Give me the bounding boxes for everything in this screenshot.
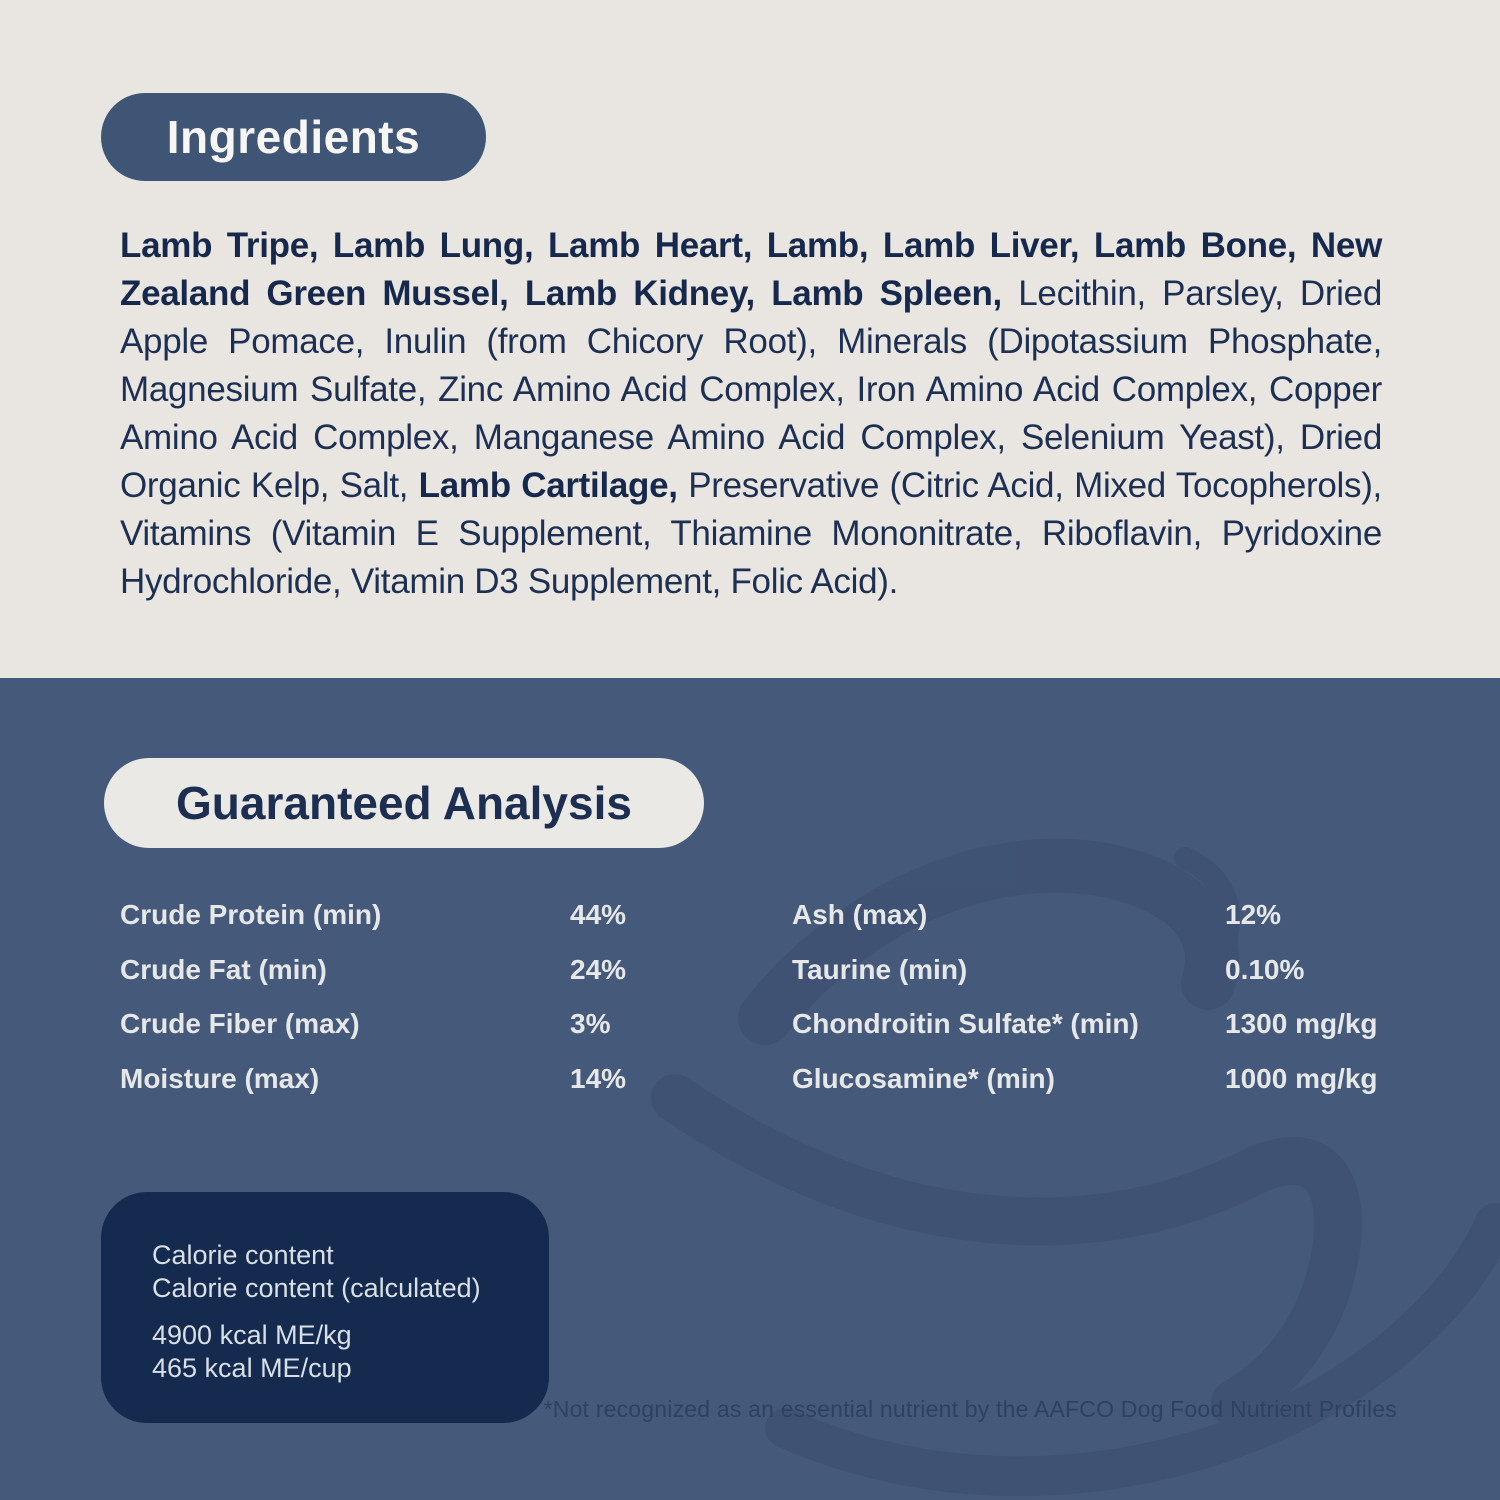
calorie-kcal-per-kg: 4900 kcal ME/kg [152, 1320, 352, 1350]
ingredients-bold-lead: Lamb Tripe, Lamb Lung, Lamb Heart, Lamb, Lamb Liver, Lamb Bone, New Zealand Green Mussel, Lamb Kidney, Lamb Spleen, [120, 226, 1382, 313]
calorie-content-calculated-label: Calorie content (calculated) [152, 1273, 481, 1303]
analysis-value: 24% [570, 953, 627, 985]
table-row [120, 943, 660, 998]
analysis-label: Crude Fat (min) [120, 953, 327, 985]
analysis-table-right-column [792, 888, 1412, 1106]
calorie-content-box [101, 1192, 549, 1423]
ingredients-title-pill [101, 93, 486, 181]
ingredients-title: Ingredients [166, 111, 421, 163]
table-row [792, 888, 1412, 943]
guaranteed-analysis-title-pill [104, 758, 704, 848]
calorie-values [152, 1319, 519, 1385]
table-row [792, 943, 1412, 998]
analysis-label: Crude Protein (min) [120, 899, 382, 931]
guaranteed-analysis-section [0, 678, 1500, 1500]
analysis-label: Moisture (max) [120, 1062, 320, 1094]
analysis-label: Crude Fiber (max) [120, 1008, 360, 1040]
ingredients-paragraph [120, 222, 1382, 606]
analysis-label: Glucosamine* (min) [792, 1062, 1055, 1094]
analysis-label: Ash (max) [792, 899, 928, 931]
table-row [120, 1052, 660, 1107]
table-row [120, 997, 660, 1052]
analysis-value: 3% [570, 1008, 611, 1040]
analysis-label: Chondroitin Sulfate* (min) [792, 1008, 1139, 1040]
table-row [792, 1052, 1412, 1107]
table-row [120, 888, 660, 943]
analysis-table-left-column [120, 888, 660, 1106]
calorie-kcal-per-cup: 465 kcal ME/cup [152, 1353, 352, 1383]
analysis-value: 14% [570, 1062, 627, 1094]
analysis-value: 12% [1225, 899, 1282, 931]
ingredients-regular-mid: Lecithin, Parsley, Dried Apple Pomace, Inulin (from Chicory Root), Minerals (Dipotassium Phosphate, Magnesium Sulfate, Zinc Amino Acid Complex, Iron Amino Acid Complex, Copper Amino Acid Complex, Manganese Amino Acid Complex, Selenium Yeast), Dried Organic Kelp, Salt, [120, 274, 1382, 505]
table-row [792, 997, 1412, 1052]
analysis-value: 44% [570, 899, 627, 931]
analysis-value: 0.10% [1225, 953, 1305, 985]
calorie-content-label: Calorie content [152, 1240, 334, 1270]
ingredients-regular-tail: Preservative (Citric Acid, Mixed Tocopherols), Vitamins (Vitamin E Supplement, Thiamine Mononitrate, Riboflavin, Pyridoxine Hydrochloride, Vitamin D3 Supplement, Folic Acid). [120, 466, 1382, 601]
ingredients-bold-mid: Lamb Cartilage, [418, 466, 678, 505]
analysis-value: 1300 mg/kg [1225, 1008, 1378, 1040]
guaranteed-analysis-title: Guaranteed Analysis [176, 777, 632, 829]
analysis-value: 1000 mg/kg [1225, 1062, 1378, 1094]
ingredients-section [0, 0, 1500, 678]
analysis-label: Taurine (min) [792, 953, 968, 985]
aafco-footnote: *Not recognized as an essential nutrient by the AAFCO Dog Food Nutrient Profiles [543, 1396, 1397, 1422]
